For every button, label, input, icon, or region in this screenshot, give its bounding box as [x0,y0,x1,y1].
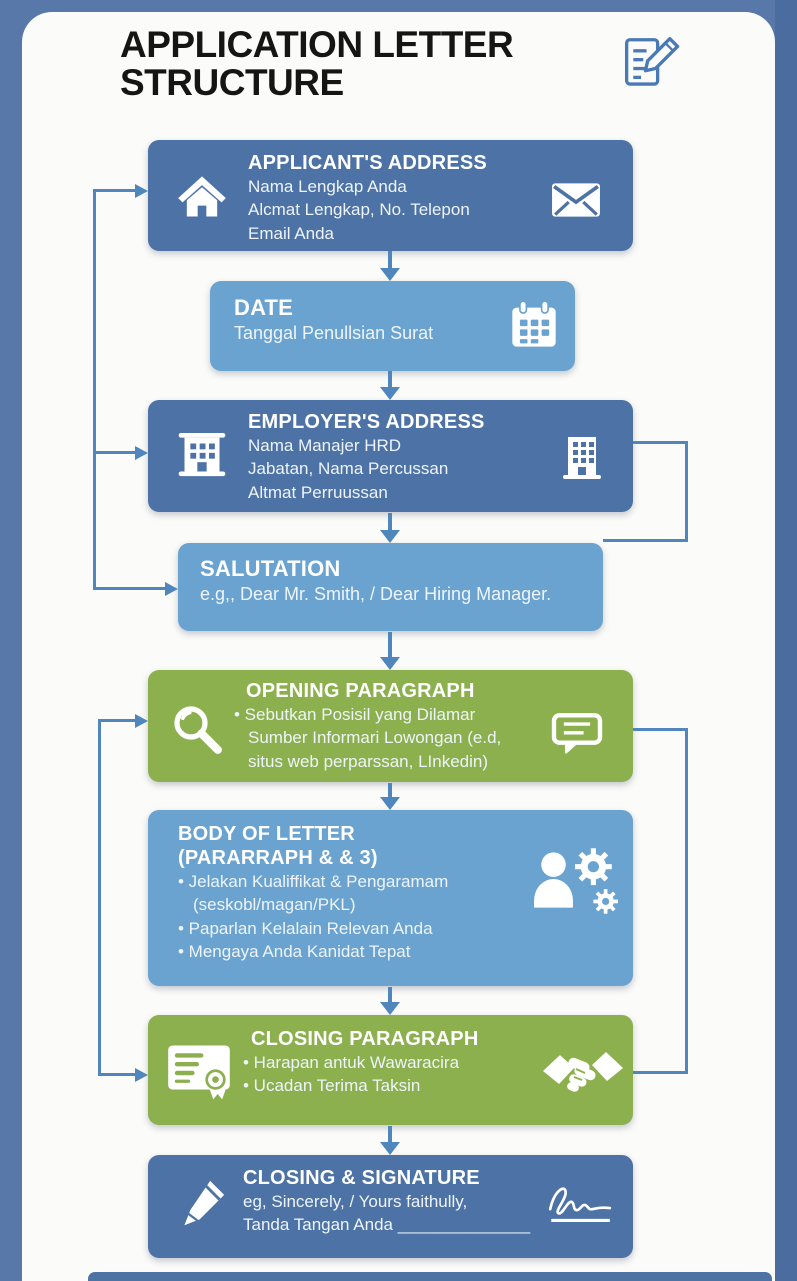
magnifier-icon [170,702,226,763]
box-salutation [178,543,603,631]
opening-paragraph-text [234,679,501,773]
home-icon [176,171,228,228]
box-line: • Paparlan Kelalain Relevan Anda [178,918,433,938]
page-title-line1: APPLICATION LETTER [120,24,514,65]
box-line: Tanggal Penullsian Surat [234,323,434,344]
box-title: CLOSING & SIGNATURE [243,1167,480,1189]
box-title: CLOSING PARAGRAPH [251,1028,479,1050]
box-title: APPLICANT'S ADDRESS [248,152,487,174]
box-title: EMPLOYER'S ADDRESS [248,411,485,433]
box-line: Alcmat Lengkap, No. Telepon [248,200,470,220]
envelope-icon [551,182,601,223]
box-line: Nama Lengkap Anda [248,177,407,196]
box-date [210,281,575,371]
page-title-line2: STRUCTURE [120,62,344,104]
box-closing-signature [148,1155,633,1258]
box-line: • Mengaya Anda Kanidat Tepat [178,942,411,962]
box-line: • Jelakan Kualiffikat & Pengaramam [178,872,449,891]
box-opening-paragraph [148,670,633,782]
salutation-text [200,556,551,607]
box-closing-paragraph [148,1015,633,1125]
box-title: DATE [234,295,294,320]
box-line: Nama Manajer HRD [248,436,402,455]
box-applicant-address [148,140,633,251]
date-text [234,295,433,346]
box-title: OPENING PARAGRAPH [246,680,475,702]
signature-icon [542,1179,616,1234]
box-line: e.g,, Dear Mr. Smith, / Dear Hiring Manager. [200,584,552,605]
box-employer-address [148,400,633,512]
box-title: BODY OF LETTER [178,823,355,845]
box-line: Sumber Informari Lowongan (e.d, [248,728,502,748]
document-pencil-icon [620,32,682,99]
box-line: • Harapan antuk Wawaracira [243,1053,460,1072]
building-icon [174,426,230,487]
box-line: Tanda Tangan Anda ______________ [243,1215,531,1235]
box-line: Email Anda [248,223,334,243]
box-line: • Ucadan Terima Taksin [243,1076,421,1096]
employer-address-text [248,410,485,504]
box-title: SALUTATION [200,556,341,581]
box-line: Altmat Perruussan [248,482,388,502]
certificate-icon [166,1043,232,1108]
building-icon [558,433,606,486]
page-title [120,26,600,103]
body-of-letter-text [178,822,448,964]
box-line: • Sebutkan Posisil yang Dilamar [234,705,476,724]
calendar-icon [508,299,560,356]
speech-bubble-icon [550,712,604,763]
handshake-icon [543,1045,623,1106]
person-gears-icon [530,840,622,927]
box-title: (PARARRAPH & & 3) [178,847,378,869]
box-line: (seskobl/magan/PKL) [193,895,356,915]
applicant-address-text [248,151,487,245]
closing-signature-text [243,1166,530,1237]
box-line: Jabatan, Nama Percussan [248,459,449,479]
box-line: situs web perparssan, LInkedin) [248,751,489,771]
box-line: eg, Sincerely, / Yours faithully, [243,1192,468,1211]
right-border-band [775,0,797,1281]
pen-icon [174,1175,230,1236]
box-body-of-letter [148,810,633,986]
closing-paragraph-text [243,1027,478,1098]
bottom-next-section-strip [88,1272,772,1281]
